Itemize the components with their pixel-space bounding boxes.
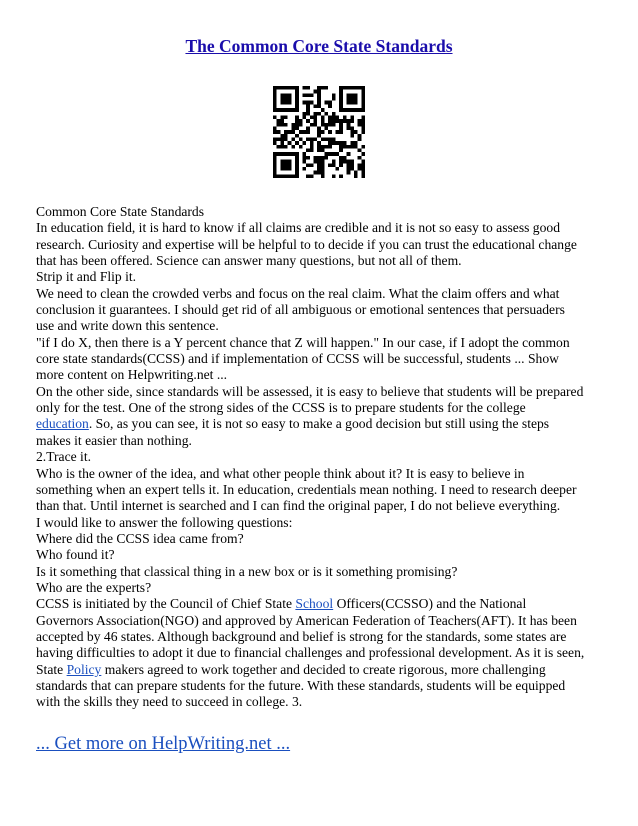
- body-line-text: Officers(CCSSO) and the National: [333, 596, 527, 612]
- body-line: Where did the CCSS idea came from?: [36, 530, 244, 546]
- body-line: more content on Helpwriting.net ...: [36, 367, 228, 383]
- body-line: something when an expert tells it. In education, credentials mean nothing. I need to research deeper: [36, 481, 577, 497]
- document-body: [36, 204, 608, 711]
- body-line: having difficulties to adopt it due to financial challenges and professional development. As it is seen,: [36, 645, 585, 661]
- body-line: Common Core State Standards: [36, 204, 205, 219]
- body-line: research. Curiosity and expertise will be helpful to to decide if you can trust the educational change: [36, 236, 577, 252]
- body-line: that has been offered. Science can answer many questions, but not all of them.: [36, 253, 462, 269]
- body-line: use and write down this sentence.: [36, 318, 219, 334]
- get-more-section: [36, 734, 290, 755]
- body-line: standards that can prepare students for the future. With these standards, students will be equipped: [36, 677, 566, 693]
- body-line-text: CCSS is initiated by the Council of Chief State: [36, 596, 296, 612]
- body-line: only for the test. One of the strong sides of the CCSS is to prepare students for the college: [36, 400, 526, 416]
- body-line: accepted by 46 states. Although background and belief is strong for the standards, some states are: [36, 628, 567, 644]
- body-line-text: makers agreed to work together and decided to create rigorous, more challenging: [101, 661, 546, 677]
- body-line: Strip it and Flip it.: [36, 269, 137, 285]
- get-more-link[interactable]: ... Get more on HelpWriting.net ...: [36, 734, 291, 754]
- body-line: 2.Trace it.: [36, 449, 91, 465]
- body-line: conclusion it guarantees. I should get rid of all ambiguous or emotional sentences that persuaders: [36, 302, 565, 318]
- body-line: Who found it?: [36, 547, 115, 563]
- body-line: [36, 416, 608, 432]
- qr-code-icon: [273, 86, 365, 178]
- inline-link[interactable]: education: [36, 416, 89, 432]
- inline-link[interactable]: School: [295, 596, 334, 612]
- inline-link[interactable]: Policy: [66, 661, 102, 677]
- body-line-text: State: [36, 661, 67, 677]
- body-line: On the other side, since standards will be assessed, it is easy to believe that students will be prepared: [36, 383, 584, 399]
- body-line: core state standards(CCSS) and if implementation of CCSS will be successful, students ... Show: [36, 351, 559, 367]
- body-line: Who is the owner of the idea, and what other people think about it? It is easy to believe in: [36, 465, 525, 481]
- body-line: than that. Until internet is searched and I can find the original paper, I do not believe everything.: [36, 498, 561, 514]
- body-line: I would like to answer the following questions:: [36, 514, 293, 530]
- body-line: [36, 596, 608, 612]
- body-line: makes it easier than nothing.: [36, 432, 192, 448]
- body-line: Governors Association(NGO) and approved by American Federation of Teachers(AFT). It has been: [36, 612, 577, 628]
- body-line: Is it something that classical thing in a new box or is it something promising?: [36, 563, 458, 579]
- body-line: "if I do X, then there is a Y percent chance that Z will happen." In our case, if I adopt the common: [36, 334, 570, 350]
- body-line: with the skills they need to succeed in college. 3.: [36, 694, 303, 710]
- document-title: [0, 36, 638, 57]
- body-line: We need to clean the crowded verbs and focus on the real claim. What the claim offers and what: [36, 285, 560, 301]
- body-line: Who are the experts?: [36, 579, 152, 595]
- title-link[interactable]: The Common Core State Standards: [185, 36, 453, 56]
- body-line-text: . So, as you can see, it is not so easy to make a good decision but still using the steps: [88, 416, 550, 432]
- body-line: [36, 662, 608, 678]
- body-line: In education field, it is hard to know if all claims are credible and it is not so easy to assess good: [36, 220, 560, 236]
